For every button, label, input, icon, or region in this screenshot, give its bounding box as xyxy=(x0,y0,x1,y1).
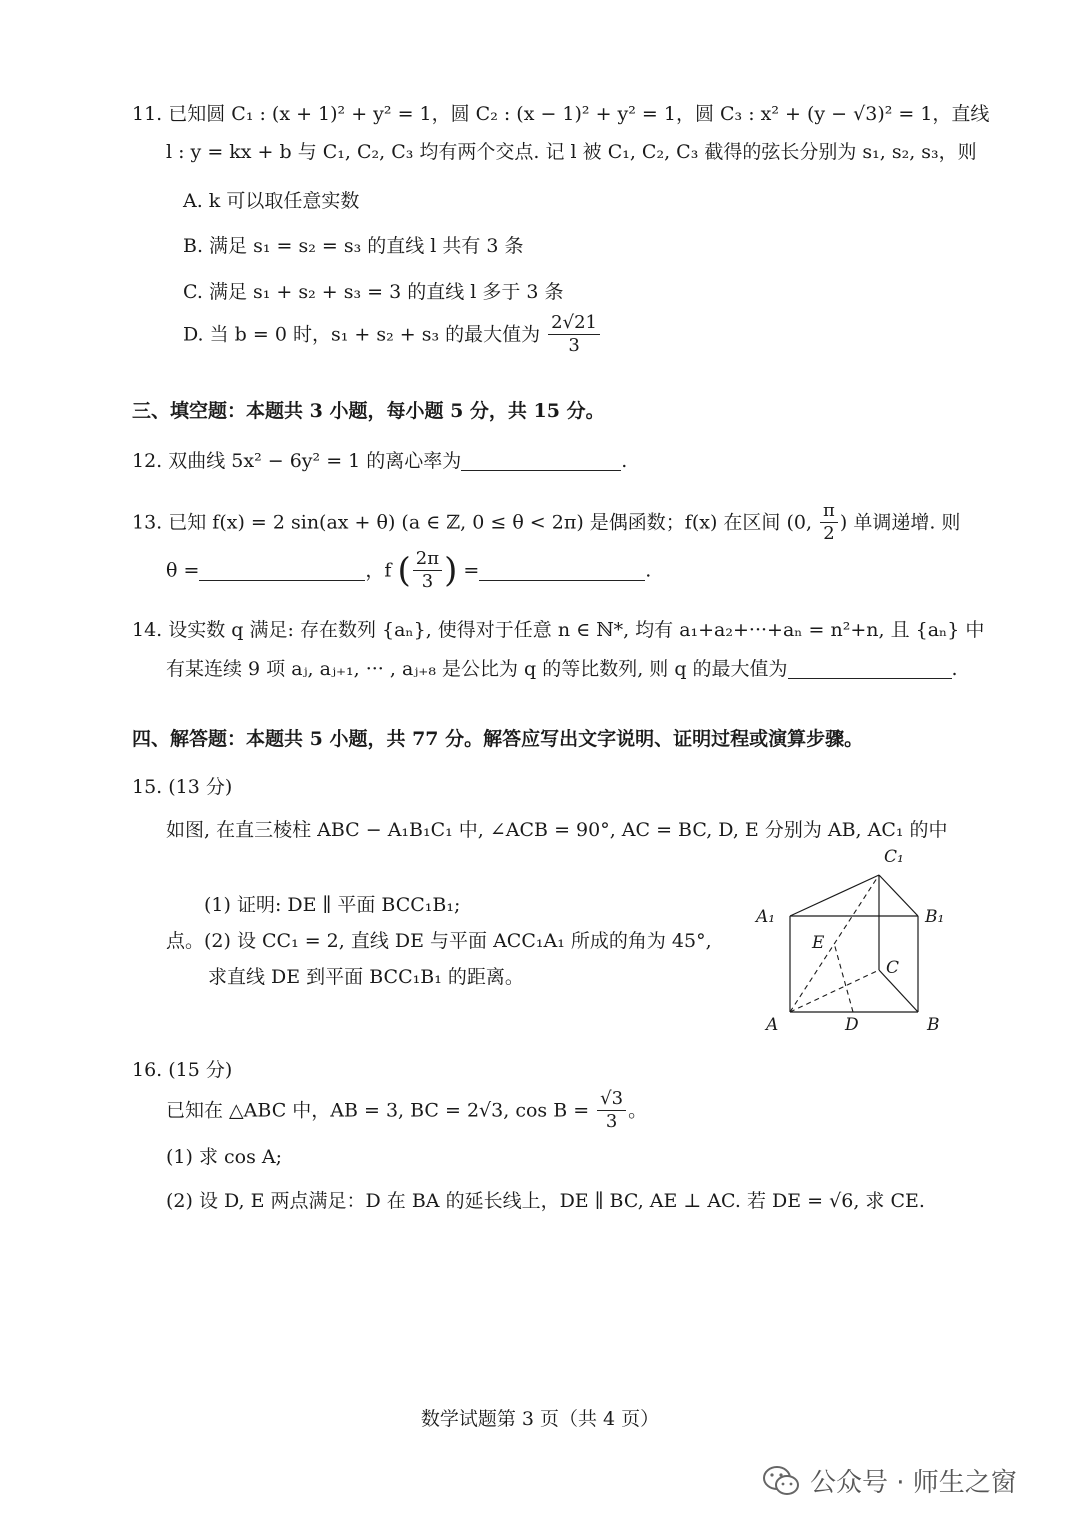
fraction-denominator: 3 xyxy=(568,335,580,356)
fraction-numerator: π xyxy=(820,500,838,523)
section-4-heading: 四、解答题：本题共 5 小题，共 77 分。解答应写出文字说明、证明过程或演算步骤。 xyxy=(132,728,864,750)
edge-c1-b1 xyxy=(879,875,918,916)
q13-f-blank[interactable] xyxy=(479,560,645,581)
label-d: D xyxy=(845,1015,859,1035)
q13-text-a: 13. 已知 f(x) = 2 sin(ax + θ) (a ∈ ℤ, 0 ≤ θ < 2π) 是偶函数；f(x) 在区间 (0, xyxy=(132,511,812,534)
q13-line1 xyxy=(132,500,960,545)
fraction-numerator: √3 xyxy=(597,1088,626,1111)
q13-theta-label: θ = xyxy=(166,559,200,582)
segment-d-e-dashed xyxy=(834,943,853,1012)
q14-line1: 14. 设实数 q 满足: 存在数列 {aₙ}, 使得对于任意 n ∈ ℕ*, 均有 a₁+a₂+···+aₙ = n²+n, 且 {aₙ} 中 xyxy=(132,619,985,641)
q16-heading: 16. (15 分) xyxy=(132,1059,233,1081)
q15-part1: (1) 证明: DE ∥ 平面 BCC₁B₁; xyxy=(204,894,461,916)
right-paren: ) xyxy=(444,550,458,591)
q14-answer-blank[interactable] xyxy=(788,658,952,679)
section-3-heading: 三、填空题：本题共 3 小题，每小题 5 分，共 15 分。 xyxy=(132,400,605,422)
q15-part2: 点。(2) 设 CC₁ = 2, 直线 DE 与平面 ACC₁A₁ 所成的角为 45°, xyxy=(166,930,712,952)
q13-pi-over-2 xyxy=(820,500,838,545)
fraction-denominator: 3 xyxy=(605,1111,618,1132)
q14-text: 有某连续 9 项 aⱼ, aⱼ₊₁, ··· , aⱼ₊₈ 是公比为 q 的等比数列, 则 q 的最大值为 xyxy=(166,658,788,680)
q11-line1: 11. 已知圆 C₁ : (x + 1)² + y² = 1，圆 C₂ : (x − 1)² + y² = 1，圆 C₃ : x² + (y − √3)² = 1，直线 xyxy=(132,103,990,125)
q13-theta-blank[interactable] xyxy=(199,560,365,581)
q11-option-c: C. 满足 s₁ + s₂ + s₃ = 3 的直线 l 多于 3 条 xyxy=(183,281,564,303)
label-c: C xyxy=(886,958,900,978)
q12-text: 12. 双曲线 5x² − 6y² = 1 的离心率为 xyxy=(132,450,462,472)
q11-line2: l : y = kx + b 与 C₁, C₂, C₃ 均有两个交点. 记 l 被 C₁, C₂, C₃ 截得的弦长分别为 s₁, s₂, s₃，则 xyxy=(166,141,977,163)
fraction-numerator: 2√21 xyxy=(548,312,600,335)
q11-option-d-fraction xyxy=(548,312,600,357)
page-footer: 数学试题第 3 页（共 4 页） xyxy=(420,1408,660,1430)
q13-2pi-over-3 xyxy=(413,548,442,593)
q13-equals: = xyxy=(463,559,480,582)
q16-part1: (1) 求 cos A; xyxy=(166,1146,282,1168)
q13-text-b: ) 单调递增. 则 xyxy=(839,511,961,534)
q11-option-a: A. k 可以取任意实数 xyxy=(183,190,360,212)
label-b1: B₁ xyxy=(925,907,945,927)
q16-text-a: 已知在 △ABC 中，AB = 3, BC = 2√3, cos B = xyxy=(166,1099,590,1122)
watermark xyxy=(762,1462,1017,1499)
q13-f-label: ，f xyxy=(365,559,392,582)
q16-cos-fraction xyxy=(597,1088,626,1133)
label-a1: A₁ xyxy=(756,907,776,927)
q14-end: . xyxy=(951,658,958,680)
wechat-icon xyxy=(762,1465,800,1497)
q13-line2 xyxy=(166,548,651,593)
q14-line2 xyxy=(166,656,958,682)
fraction-denominator: 3 xyxy=(421,571,434,592)
q12-answer-blank[interactable] xyxy=(461,450,621,471)
edge-a-c-dashed xyxy=(790,970,879,1012)
label-c1: C₁ xyxy=(884,847,904,867)
q15-part2-continued: 求直线 DE 到平面 BCC₁B₁ 的距离。 xyxy=(208,966,524,988)
fraction-denominator: 2 xyxy=(823,523,835,544)
q12-end: . xyxy=(621,450,628,472)
q15-line1: 如图, 在直三棱柱 ABC − A₁B₁C₁ 中, ∠ACB = 90°, AC = BC, D, E 分别为 AB, AC₁ 的中 xyxy=(166,819,948,841)
q12-line xyxy=(132,448,627,474)
q11-option-d-text: D. 当 b = 0 时，s₁ + s₂ + s₃ 的最大值为 xyxy=(183,323,541,346)
label-b: B xyxy=(927,1015,940,1035)
watermark-text: 公众号 · 师生之窗 xyxy=(810,1468,1017,1498)
label-a: A xyxy=(766,1015,779,1035)
q16-text-b: 。 xyxy=(628,1099,648,1122)
q16-line1 xyxy=(166,1088,647,1133)
fraction-numerator: 2π xyxy=(413,548,442,571)
q11-option-d xyxy=(183,312,602,357)
label-e: E xyxy=(812,933,825,953)
prism-figure xyxy=(752,842,962,1042)
q13-end: . xyxy=(645,559,652,582)
q11-option-b: B. 满足 s₁ = s₂ = s₃ 的直线 l 共有 3 条 xyxy=(183,235,524,257)
left-paren: ( xyxy=(397,550,411,591)
q16-part2: (2) 设 D, E 两点满足：D 在 BA 的延长线上，DE ∥ BC, AE ⊥ AC. 若 DE = √6, 求 CE. xyxy=(166,1190,925,1212)
q15-heading: 15. (13 分) xyxy=(132,776,233,798)
